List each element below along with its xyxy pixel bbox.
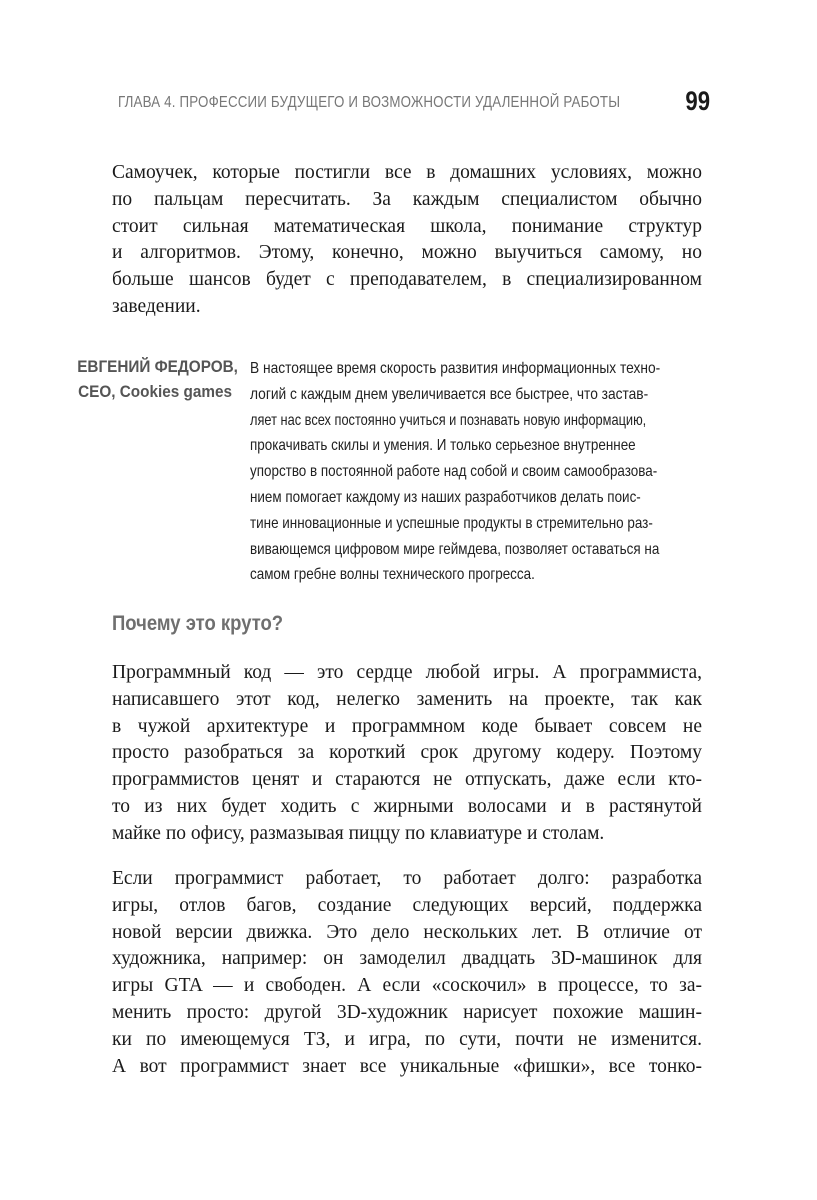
text-line: Программный код — это сердце любой игры. А программиста, — [112, 662, 702, 683]
quote-author — [77, 354, 238, 404]
quote-line: логий с каждым днем увеличивается все быстрее, что застав- — [250, 385, 649, 403]
expert-quote — [60, 354, 710, 584]
quote-line: прокачивать скилы и умения. И только серьезное внутреннее — [250, 437, 636, 455]
paragraph-1 — [112, 160, 702, 321]
quote-line: вивающемся цифровом мире геймдева, позволяет оставаться на — [250, 540, 660, 558]
text-line: А вот программист знает все уникальные «фишки», все тонко- — [112, 1055, 702, 1077]
text-line: игры, отлов багов, создание следующих версий, поддержка — [112, 894, 702, 916]
text-line: написавшего этот код, нелегко заменить на проекте, так как — [112, 688, 702, 710]
paragraph-3 — [112, 866, 702, 1080]
text-line: художника, например: он замоделил двадцать 3D-машинок для — [112, 948, 702, 970]
section-heading: Почему это круто? — [112, 612, 284, 635]
text-line: просто разобраться за короткий срок другому кодеру. Поэтому — [112, 742, 702, 764]
quote-author-name: ЕВГЕНИЙ ФЕДОРОВ, — [77, 357, 238, 376]
page-number: 99 — [685, 86, 710, 116]
text-line: майке по офису, размазывая пиццу по клавиатуре и столам. — [112, 822, 605, 844]
text-line: в чужой архитектуре и программном коде бывает совсем не — [112, 715, 702, 737]
quote-text — [250, 356, 760, 588]
text-line: игры GTA — и свободен. А если «соскочил» в процессе, то за- — [112, 975, 702, 997]
chapter-title: ГЛАВА 4. ПРОФЕССИИ БУДУЩЕГО И ВОЗМОЖНОСТИ УДАЛЕННОЙ РАБОТЫ — [118, 94, 621, 111]
text-line: Если программист работает, то работает долго: разработка — [112, 868, 702, 889]
text-line: программистов ценят и стараются не отпускать, даже если кто- — [112, 769, 702, 791]
text-line: и алгоритмов. Этому, конечно, можно выучиться самому, но — [112, 242, 702, 264]
paragraph-2 — [112, 660, 702, 848]
running-head — [112, 88, 712, 120]
quote-line: упорство в постоянной работе над собой и своим самообразова- — [250, 463, 658, 481]
quote-line: тине инновационные и успешные продукты в стремительно раз- — [250, 514, 653, 532]
quote-author-role: CEO, Cookies games — [78, 382, 232, 401]
text-line: больше шансов будет с преподавателем, в специализированном — [112, 269, 702, 291]
quote-line: нием помогает каждому из наших разработчиков делать поис- — [250, 488, 641, 506]
text-line: стоит сильная математическая школа, понимание структур — [112, 215, 702, 237]
text-line: ки по имеющемуся ТЗ, и игра, по сути, почти не изменится. — [112, 1028, 702, 1050]
text-line: менить просто: другой 3D-художник нарисует похожие машин- — [112, 1001, 702, 1023]
quote-line: самом гребне волны технического прогресса. — [250, 566, 535, 584]
text-line: заведении. — [112, 295, 201, 317]
text-line: по пальцам пересчитать. За каждым специалистом обычно — [112, 188, 702, 210]
text-line: то из них будет ходить с жирными волосами и в растянутой — [112, 795, 702, 817]
quote-line: В настоящее время скорость развития информационных техно- — [250, 360, 661, 377]
text-line: Самоучек, которые постигли все в домашних условиях, можно — [112, 162, 702, 183]
text-line: новой версии движка. Это дело нескольких лет. В отличие от — [112, 921, 702, 943]
quote-line: ляет нас всех постоянно учиться и познавать новую информацию, — [250, 411, 647, 429]
